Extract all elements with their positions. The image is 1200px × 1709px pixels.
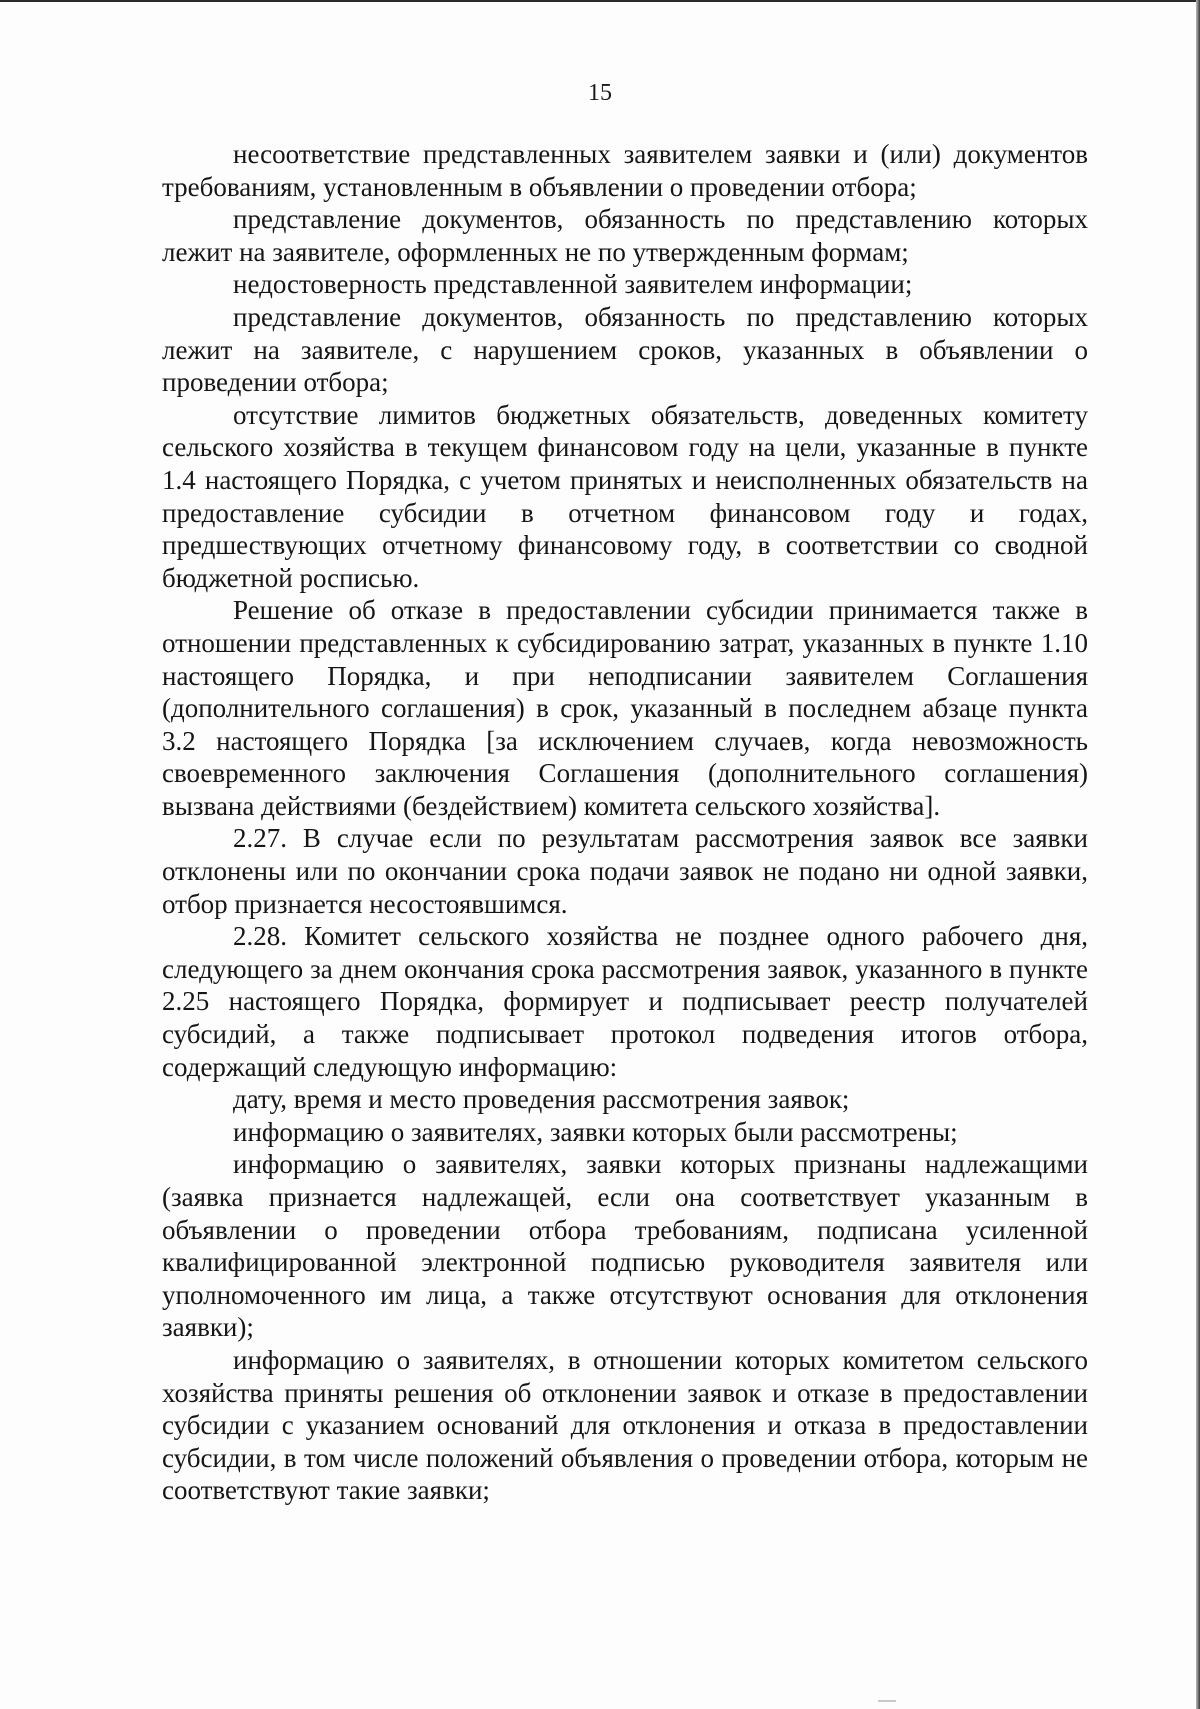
document-text-body (162, 138, 1088, 1507)
paragraph: информацию о заявителях, заявки которых признаны надлежащими (заявка признается надлежащей, если она соответствует указанным в объявлении о проведении отбора требованиям, подписана усиленной квалифицированной электронной подписью руководителя заявителя или уполномоченного им лица, а также отсутствуют основания для отклонения заявки); (162, 1149, 1088, 1343)
paragraph: несоответствие представленных заявителем заявки и (или) документов требованиям, установленным в объявлении о проведении отбора; (162, 139, 1088, 202)
scan-edge-top (0, 0, 1200, 2)
paragraph: представление документов, обязанность по представлению которых лежит на заявителе, с нарушением сроков, указанных в объявлении о проведении отбора; (162, 301, 1088, 398)
paragraph: отсутствие лимитов бюджетных обязательств, доведенных комитету сельского хозяйства в текущем финансовом году на цели, указанные в пункте 1.4 настоящего Порядка, с учетом принятых и неисполненных обязательств на предоставление субсидии в отчетном финансовом году и годах, предшествующих отчетному финансовому году, в соответствии со сводной бюджетной росписью. (162, 399, 1088, 593)
scan-artifact (878, 1700, 896, 1702)
paragraph: информацию о заявителях, в отношении которых комитетом сельского хозяйства приняты решения об отклонении заявок и отказе в предоставлении субсидии с указанием оснований для отклонения и отказа в предоставлении субсидии, в том числе положений объявления о проведении отбора, которым не соответствуют такие заявки; (162, 1344, 1088, 1506)
scan-edge-right (1196, 0, 1200, 1709)
paragraph: представление документов, обязанность по представлению которых лежит на заявителе, оформленных не по утвержденным формам; (162, 204, 1088, 267)
paragraph: недостоверность представленной заявителем информации; (233, 269, 913, 300)
paragraph: 2.27. В случае если по результатам рассмотрения заявок все заявки отклонены или по окончании срока подачи заявок не подано ни одной заявки, отбор признается несостоявшимся. (162, 823, 1088, 919)
paragraph: дату, время и место проведения рассмотрения заявок; (233, 1084, 850, 1115)
paragraph: информацию о заявителях, заявки которых были рассмотрены; (233, 1116, 958, 1147)
page-number: 15 (588, 80, 612, 106)
paragraph: 2.28. Комитет сельского хозяйства не позднее одного рабочего дня, следующего за днем окончания срока рассмотрения заявок, указанного в пункте 2.25 настоящего Порядка, формирует и подписывает реестр получателей субсидий, а также подписывает протокол подведения итогов отбора, содержащий следующую информацию: (162, 921, 1088, 1082)
paragraph: Решение об отказе в предоставлении субсидии принимается также в отношении представленных к субсидированию затрат, указанных в пункте 1.10 настоящего Порядка, и при неподписании заявителем Соглашения (дополнительного соглашения) в срок, указанный в последнем абзаце пункта 3.2 настоящего Порядка [за исключением случаев, когда невозможность своевременного заключения Соглашения (дополнительного соглашения) вызвана действиями (бездействием) комитета сельского хозяйства]. (162, 595, 1088, 821)
